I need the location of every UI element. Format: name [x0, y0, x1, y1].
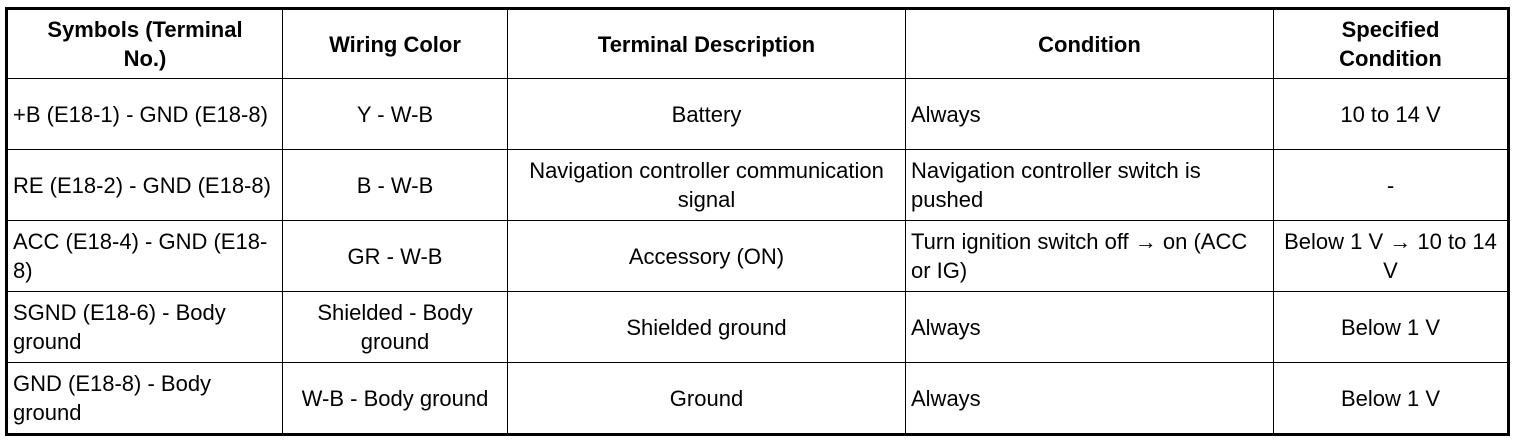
condition-cell: Always: [906, 363, 1274, 435]
terminal-table: [5, 7, 1510, 436]
header-condition: Condition: [906, 9, 1274, 79]
wiring-color-cell: Shielded - Body ground: [283, 292, 508, 363]
table-row: [7, 363, 1509, 435]
wiring-color-cell: GR - W-B: [283, 221, 508, 292]
table-row: [7, 292, 1509, 363]
header-symbols: Symbols (Terminal No.): [7, 9, 283, 79]
terminal-table-container: [5, 7, 1510, 436]
condition-cell: Navigation controller switch is pushed: [906, 150, 1274, 221]
symbol-cell: SGND (E18-6) - Body ground: [7, 292, 283, 363]
condition-cell: Turn ignition switch off → on (ACC or IG): [906, 221, 1274, 292]
description-cell: Battery: [508, 79, 906, 150]
specified-condition-cell: Below 1 V: [1274, 363, 1509, 435]
condition-cell: Always: [906, 292, 1274, 363]
description-cell: Accessory (ON): [508, 221, 906, 292]
description-cell: Navigation controller communication signal: [508, 150, 906, 221]
description-cell: Ground: [508, 363, 906, 435]
specified-condition-cell: -: [1274, 150, 1509, 221]
header-wiring-color: Wiring Color: [283, 9, 508, 79]
specified-condition-cell: Below 1 V → 10 to 14 V: [1274, 221, 1509, 292]
table-row: [7, 150, 1509, 221]
symbol-cell: GND (E18-8) - Body ground: [7, 363, 283, 435]
table-header-row: [7, 9, 1509, 79]
description-cell: Shielded ground: [508, 292, 906, 363]
table-row: [7, 221, 1509, 292]
symbol-cell: RE (E18-2) - GND (E18-8): [7, 150, 283, 221]
wiring-color-cell: W-B - Body ground: [283, 363, 508, 435]
table-row: [7, 79, 1509, 150]
wiring-color-cell: B - W-B: [283, 150, 508, 221]
header-specified-condition: Specified Condition: [1274, 9, 1509, 79]
symbol-cell: +B (E18-1) - GND (E18-8): [7, 79, 283, 150]
condition-cell: Always: [906, 79, 1274, 150]
specified-condition-cell: Below 1 V: [1274, 292, 1509, 363]
specified-condition-cell: 10 to 14 V: [1274, 79, 1509, 150]
header-terminal-description: Terminal Description: [508, 9, 906, 79]
symbol-cell: ACC (E18-4) - GND (E18-8): [7, 221, 283, 292]
wiring-color-cell: Y - W-B: [283, 79, 508, 150]
